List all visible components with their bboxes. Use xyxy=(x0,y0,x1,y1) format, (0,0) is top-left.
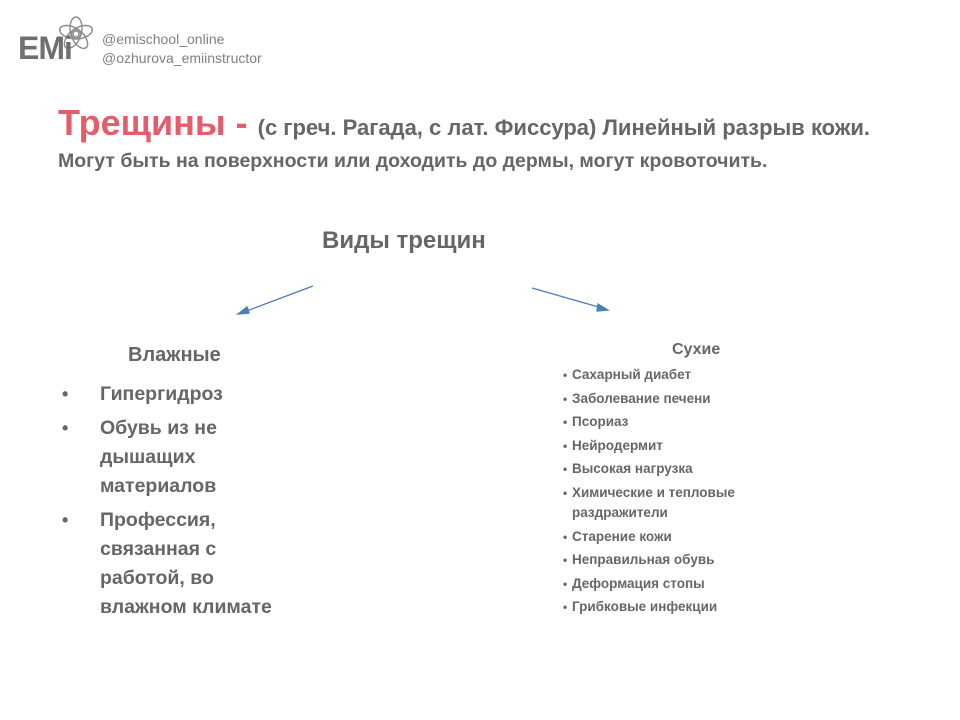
bullet-icon: • xyxy=(563,391,568,406)
bullet-icon: • xyxy=(563,485,568,500)
bullet-icon: • xyxy=(563,553,568,568)
list-item: • Деформация стопы xyxy=(563,574,803,594)
bullet-icon: • xyxy=(563,529,568,544)
bullet-icon: • xyxy=(563,368,568,382)
bullet-icon: • xyxy=(563,415,568,430)
brand-logo: EMi xyxy=(18,30,72,66)
list-item: • Сахарный диабет xyxy=(563,365,803,385)
handle-instructor: @ozhurova_emiinstructor xyxy=(102,50,262,66)
title-subline: Могут быть на поверхности или доходить до дермы, могут кровоточить. xyxy=(58,150,768,172)
title-term: Трещины - xyxy=(58,102,258,143)
bullet-icon: • xyxy=(563,600,568,615)
bullet-icon: • xyxy=(563,576,568,591)
bullet-icon: • xyxy=(563,462,568,477)
bullet-icon: • xyxy=(62,384,69,404)
arrow-right xyxy=(532,288,602,308)
list-item: • Старение кожи xyxy=(563,527,803,547)
list-item: • Гипергидроз xyxy=(62,380,302,409)
list-item: • Заболевание печени xyxy=(563,389,803,409)
wet-list xyxy=(62,380,302,627)
list-item: • Профессия, связанная с работой, во влажном климате xyxy=(62,506,302,622)
arrow-left xyxy=(244,286,313,312)
list-item: • Неправильная обувь xyxy=(563,550,803,570)
bullet-icon: • xyxy=(62,510,69,530)
arrow-left-head xyxy=(238,307,249,314)
list-item: • Высокая нагрузка xyxy=(563,459,803,479)
handle-school: @emischool_online xyxy=(102,31,225,47)
bullet-icon: • xyxy=(62,418,69,438)
list-item: • Грибковые инфекции xyxy=(563,597,803,617)
wet-title: Влажные xyxy=(128,344,221,366)
list-item: • Обувь из не дышащих материалов xyxy=(62,414,302,501)
types-heading: Виды трещин xyxy=(322,227,486,254)
bullet-icon: • xyxy=(563,438,568,453)
list-item: • Нейродермит xyxy=(563,436,803,456)
dry-list xyxy=(563,365,803,621)
list-item: • Псориаз xyxy=(563,412,803,432)
title-definition: (с греч. Рагада, с лат. Фиссура) Линейный разрыв кожи. xyxy=(257,115,871,140)
list-item: • Химические и тепловые раздражители xyxy=(563,484,735,520)
dry-title: Сухие xyxy=(672,341,721,358)
arrow-right-head xyxy=(597,304,608,311)
